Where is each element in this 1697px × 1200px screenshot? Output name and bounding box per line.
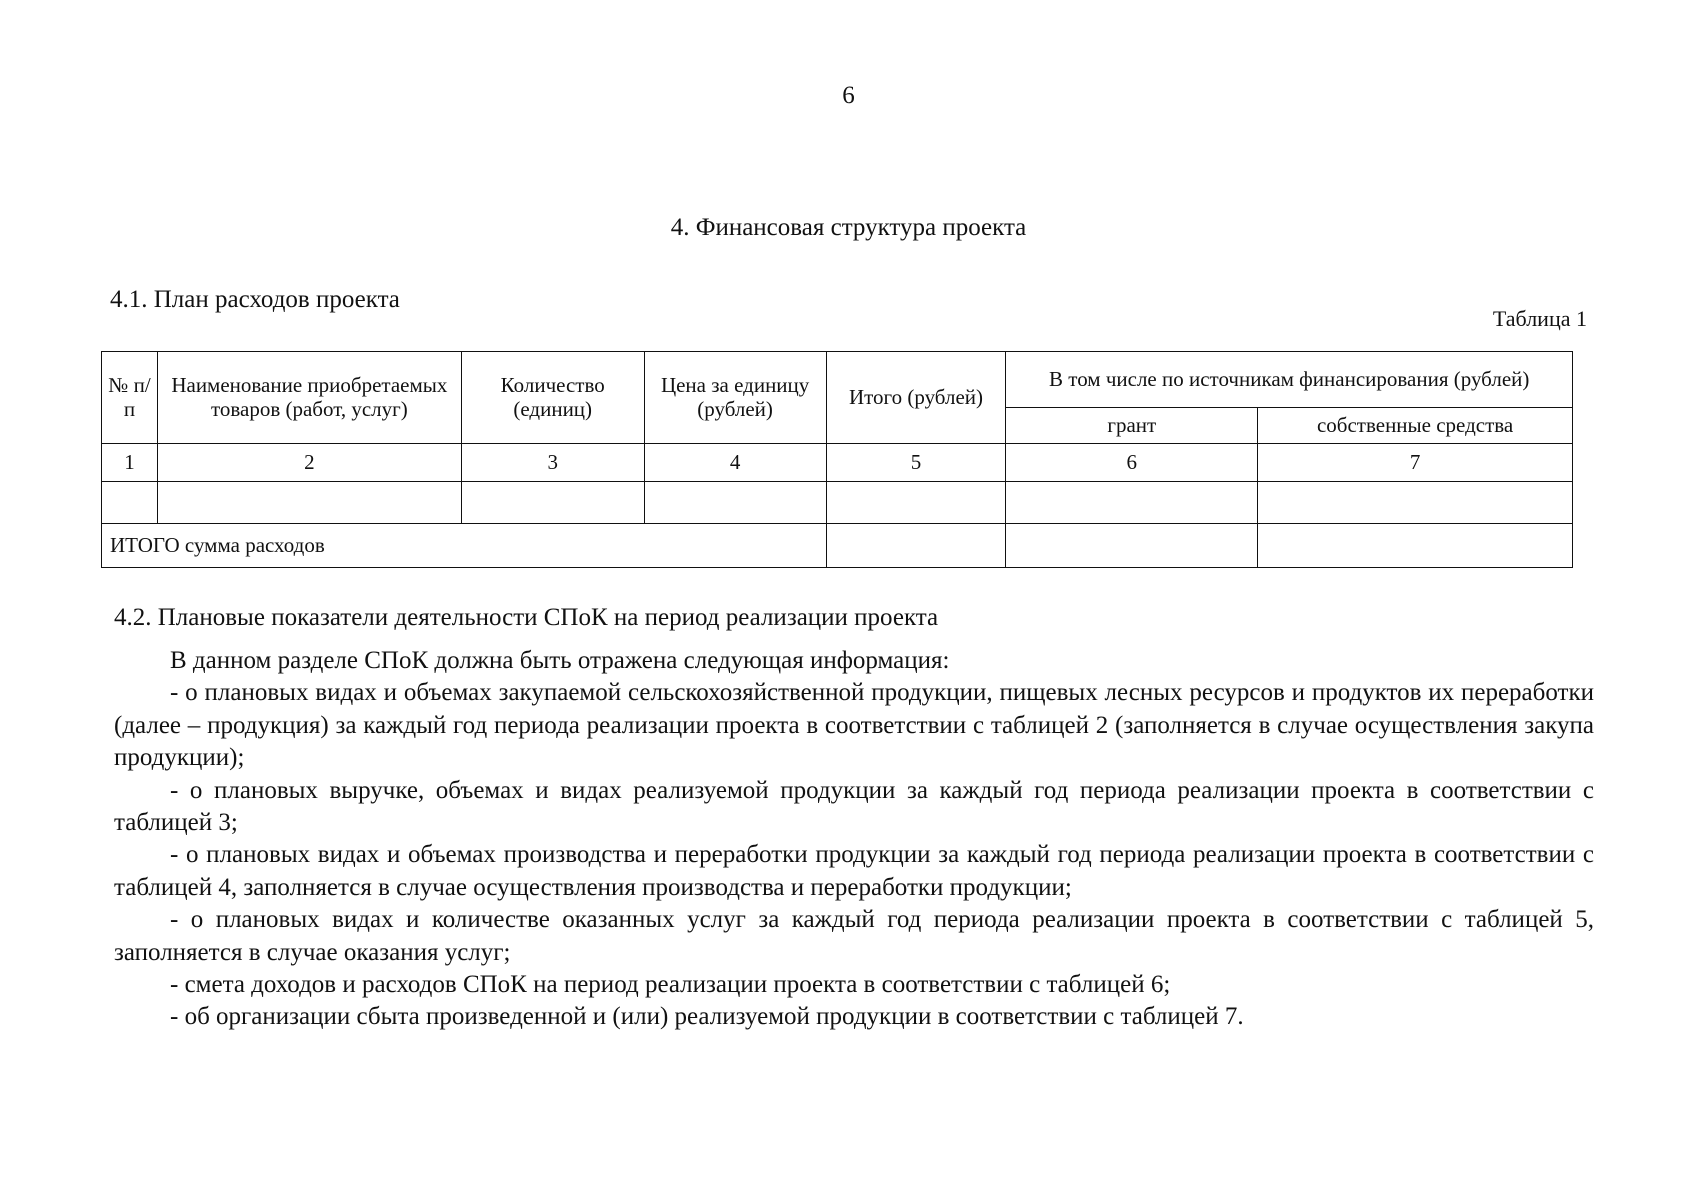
column-number-cell: 4 [644,444,826,482]
column-number-cell: 2 [157,444,461,482]
empty-cell [1006,482,1258,524]
column-number-cell: 6 [1006,444,1258,482]
header-quantity: Количество (единиц) [461,352,644,444]
paragraph-item-revenue: - о плановых выручке, объемах и видах реализуемой продукции за каждый год периода реализации проекта в соответствии с таблицей 3; [114,776,1594,837]
total-row-own-funds-cell [1258,524,1573,568]
header-price: Цена за единицу (рублей) [644,352,826,444]
header-name: Наименование приобретаемых товаров (работ, услуг) [157,352,461,444]
table-caption: Таблица 1 [1492,306,1587,331]
empty-cell [102,482,158,524]
header-funding-sources: В том числе по источникам финансирования (рублей) [1006,352,1573,408]
page-number: 6 [842,82,855,109]
column-number-cell: 5 [826,444,1006,482]
header-num: № п/п [102,352,158,444]
paragraph-item-services: - о плановых видах и количестве оказанных услуг за каждый год периода реализации проекта в соответствии с таблицей 5, заполняется в случае оказания услуг; [114,906,1594,966]
total-row [102,524,1573,568]
header-own-funds: собственные средства [1258,408,1573,444]
empty-cell [1258,482,1573,524]
column-number-row [102,444,1573,482]
paragraph-item-purchases: - о плановых видах и объемах закупаемой сельскохозяйственной продукции, пищевых лесных ресурсов и продуктов их переработки (далее – продукция) за каждый год периода реализации проекта в соответствии с таблицей 2 (заполняется в случае осуществления закупа продукции); [114,679,1594,772]
empty-cell [826,482,1006,524]
paragraph-item-budget: - смета доходов и расходов СПоК на период реализации проекта в соответствии с таблицей 6; [170,971,1171,999]
section-title: 4. Финансовая структура проекта [670,214,1027,241]
header-grant: грант [1006,408,1258,444]
paragraph-item-production: - о плановых видах и объемах производства и переработки продукции за каждый год периода реализации проекта в соответствии с таблицей 4, заполняется в случае осуществления производства и переработки продукции; [114,841,1594,901]
empty-cell [461,482,644,524]
expense-plan-table [101,351,1573,568]
subsection-title-planned-indicators: 4.2. Плановые показатели деятельности СПоК на период реализации проекта [114,604,939,631]
empty-row [102,482,1573,524]
paragraph-item-sales: - об организации сбыта произведенной и (или) реализуемой продукции в соответствии с таблицей 7. [170,1003,1244,1031]
paragraph-intro: В данном разделе СПоК должна быть отражена следующая информация: [170,647,950,674]
empty-cell [644,482,826,524]
total-row-sum-cell [826,524,1006,568]
header-total: Итого (рублей) [826,352,1006,444]
body-text [114,645,1594,1034]
empty-cell [157,482,461,524]
column-number-cell: 3 [461,444,644,482]
total-row-grant-cell [1006,524,1258,568]
column-number-cell: 1 [102,444,158,482]
total-row-label: ИТОГО сумма расходов [102,524,827,568]
subsection-title-expense-plan: 4.1. План расходов проекта [110,286,400,313]
column-number-cell: 7 [1258,444,1573,482]
